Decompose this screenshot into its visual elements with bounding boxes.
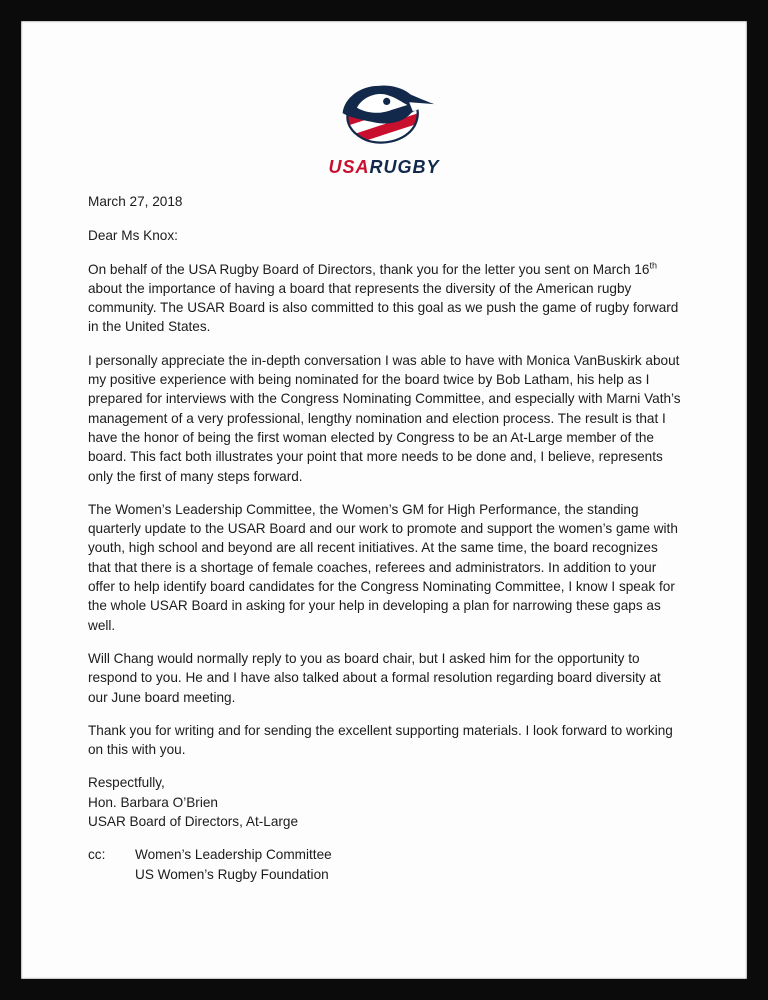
signer-name: Hon. Barbara O’Brien <box>88 794 218 810</box>
cc-list <box>135 845 332 884</box>
wordmark-usa: USA <box>328 157 370 177</box>
paragraph-1 <box>88 260 681 337</box>
usa-rugby-eagle-icon <box>330 77 438 151</box>
wordmark-rugby: RUGBY <box>369 157 440 177</box>
salutation: Dear Ms Knox: <box>88 228 178 244</box>
paragraph-4: Will Chang would normally reply to you as board chair, but I asked him for the opportunity to respond to you. He and I have also talked about a formal resolution regarding board diversity at our June board meeting. <box>88 650 661 705</box>
cc-block <box>88 845 681 884</box>
paragraph-2: I personally appreciate the in-depth conversation I was able to have with Monica VanBuskirk about my positive experience with being nominated for the board twice by Bob Latham, his help as I prepared for interviews with the Congress Nominating Committee, and especially with Marni Vath’s management of a very professional, lengthy nomination and election process. The result is that I have the honor of being the first woman elected by Congress to be an At-Large member of the board. This fact both illustrates your point that more needs to be done and, I believe, represents only the first of many steps forward. <box>88 352 681 484</box>
paragraph-1-text: On behalf of the USA Rugby Board of Directors, thank you for the letter you sent on March 16 <box>88 261 650 277</box>
usa-rugby-wordmark <box>21 158 747 176</box>
letter-body <box>21 176 747 884</box>
ordinal-superscript: th <box>649 260 657 271</box>
letter-page <box>21 21 747 979</box>
paragraph-3: The Women’s Leadership Committee, the Women’s GM for High Performance, the standing quarterly update to the USAR Board and our work to promote and support the women’s game with youth, high school and beyond are all recent initiatives. At the same time, the board recognizes that that there is a shortage of female coaches, referees and administrators. In addition to your offer to help identify board candidates for the Congress Nominating Committee, I know I speak for the whole USAR Board in asking for your help in developing a plan for narrowing these gaps as well. <box>88 501 678 633</box>
cc-label: cc: <box>88 847 106 863</box>
paragraph-1-continued: about the importance of having a board that represents the diversity of the American rugby community. The USAR Board is also committed to this goal as we push the game of rugby forward in the United States. <box>88 280 679 335</box>
cc-item: Women’s Leadership Committee <box>135 847 332 863</box>
closing-block <box>88 773 681 831</box>
paragraph-5: Thank you for writing and for sending the excellent supporting materials. I look forward to working on this with you. <box>88 722 673 758</box>
usa-rugby-logo <box>21 21 747 176</box>
signer-title: USAR Board of Directors, At-Large <box>88 814 299 830</box>
cc-item: US Women’s Rugby Foundation <box>135 866 329 882</box>
date-line: March 27, 2018 <box>88 194 183 209</box>
closing-valediction: Respectfully, <box>88 775 165 791</box>
